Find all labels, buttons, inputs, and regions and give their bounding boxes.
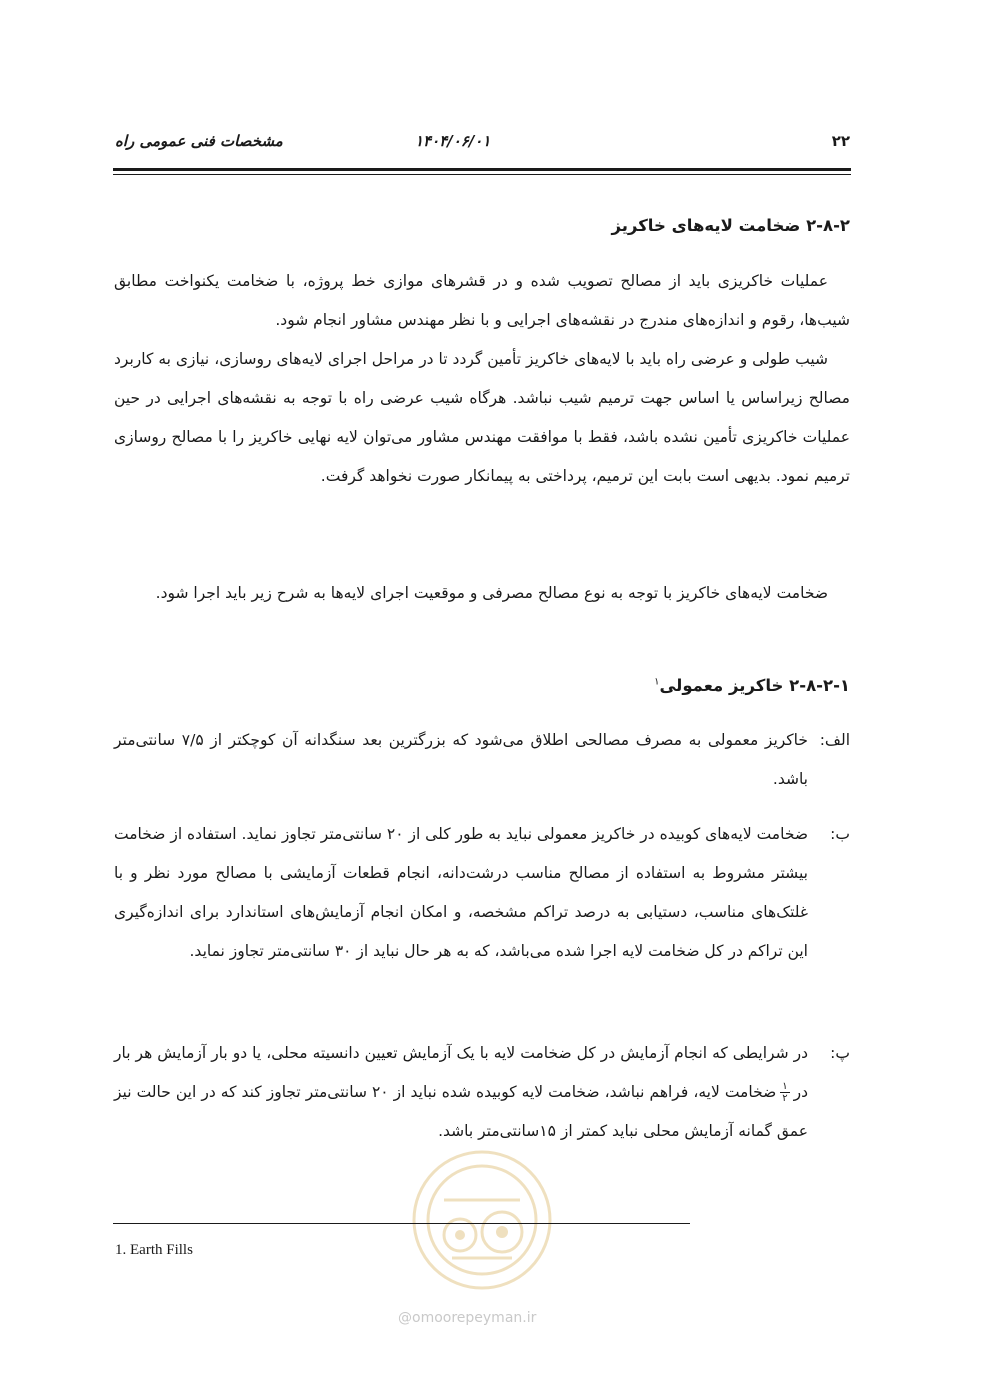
paragraph-3 bbox=[114, 574, 850, 613]
header-rule-thick bbox=[113, 168, 851, 171]
list-label: پ: bbox=[830, 1044, 850, 1062]
paragraph-1 bbox=[114, 262, 850, 340]
header-date: ۱۴۰۴/۰۶/۰۱ bbox=[415, 132, 491, 150]
list-text-part-1: در شرایطی که انجام آزمایش در کل ضخامت لایه با یک آزمایش تعیین دانسیته محلی، یا دو بار آزمایش هر بار در bbox=[114, 1044, 808, 1101]
footnote-mark: ۱ bbox=[654, 676, 660, 688]
list-text-part-2: ضخامت لایه، فراهم نباشد، ضخامت لایه کوبیده شده نباید از ۲۰ سانتی‌متر تجاوز کند که در این حالت نیز عمق گمانه آزمایش محلی نباید کمتر از ۱۵سانتی‌متر باشد. bbox=[114, 1083, 808, 1140]
paragraph-3-text: ضخامت لایه‌های خاکریز با توجه به نوع مصالح مصرفی و موقعیت اجرای لایه‌ها به شرح زیر باید اجرا شود. bbox=[155, 584, 828, 602]
page-header bbox=[115, 126, 850, 156]
page-number: ۲۲ bbox=[831, 132, 850, 150]
footnote-rule bbox=[113, 1223, 690, 1224]
list-text: خاکریز معمولی به مصرف مصالحی اطلاق می‌شود که بزرگترین بعد سنگدانه آن کوچکتر از ۷/۵ سانتی‌متر باشد. bbox=[114, 731, 808, 788]
list-text bbox=[114, 1034, 808, 1151]
watermark-seal-icon bbox=[382, 1140, 582, 1300]
header-rule-thin bbox=[113, 174, 851, 175]
paragraph-2-text: شیب طولی و عرضی راه باید با لایه‌های خاکریز تأمین گردد تا در مراحل اجرای لایه‌های روسازی، نیازی به کاربرد مصالح زیراساس یا اساس جهت ترمیم شیب نباشد. هرگاه شیب عرضی راه با توجه به نقشه‌های اجرایی در حین عملیات خاکریزی تأمین نشده باشد، فقط با موافقت مهندس مشاور می‌توان لایه نهایی خاکریز را با مصالح روسازی ترمیم نمود. بدیهی است بابت این ترمیم، پرداختی به پیمانکار صورت نخواهد گرفت. bbox=[114, 350, 850, 485]
list-label: ب: bbox=[830, 825, 850, 843]
fraction-numerator: ۱ bbox=[782, 1081, 788, 1092]
list-text: ضخامت لایه‌های کوبیده در خاکریز معمولی نباید به طور کلی از ۲۰ سانتی‌متر تجاوز نماید. استفاده از ضخامت بیشتر مشروط به استفاده از مصالح مناسب درشت‌دانه، انجام قطعات آزمایشی با مصالح مورد نظر و با غلتک‌های مناسب، دستیابی به درصد تراکم مشخصه، و امکان انجام آزمایش‌های استاندارد برای اندازه‌گیری این تراکم در کل ضخامت لایه اجرا شده می‌باشد، که به هر حال نباید از ۳۰ سانتی‌متر تجاوز نماید. bbox=[114, 825, 808, 960]
watermark-url: @omoorepeyman.ir bbox=[398, 1310, 537, 1326]
fraction-denominator: ۲ bbox=[782, 1093, 788, 1104]
list-item-alef bbox=[114, 721, 850, 799]
footnote: 1. Earth Fills bbox=[115, 1242, 193, 1258]
list-item-pe bbox=[114, 1034, 850, 1151]
paragraph-2 bbox=[114, 340, 850, 496]
section-title: ۲-۸-۲ ضخامت لایه‌های خاکریز bbox=[611, 216, 850, 235]
paragraph-1-text: عملیات خاکریزی باید از مصالح تصویب شده و در قشرهای موازی خط پروژه، با ضخامت یکنواخت مطابق شیب‌ها، رقوم و اندازه‌های مندرج در نقشه‌های اجرایی و با نظر مهندس مشاور انجام شود. bbox=[114, 272, 850, 329]
header-title: مشخصات فنی عمومی راه bbox=[115, 132, 283, 150]
fraction-one-half bbox=[780, 1081, 789, 1104]
subsection-title-text: ۲-۸-۲-۱ خاکریز معمولی bbox=[659, 676, 850, 695]
subsection-title bbox=[654, 676, 850, 695]
list-item-be bbox=[114, 815, 850, 971]
list-label: الف: bbox=[819, 731, 850, 749]
